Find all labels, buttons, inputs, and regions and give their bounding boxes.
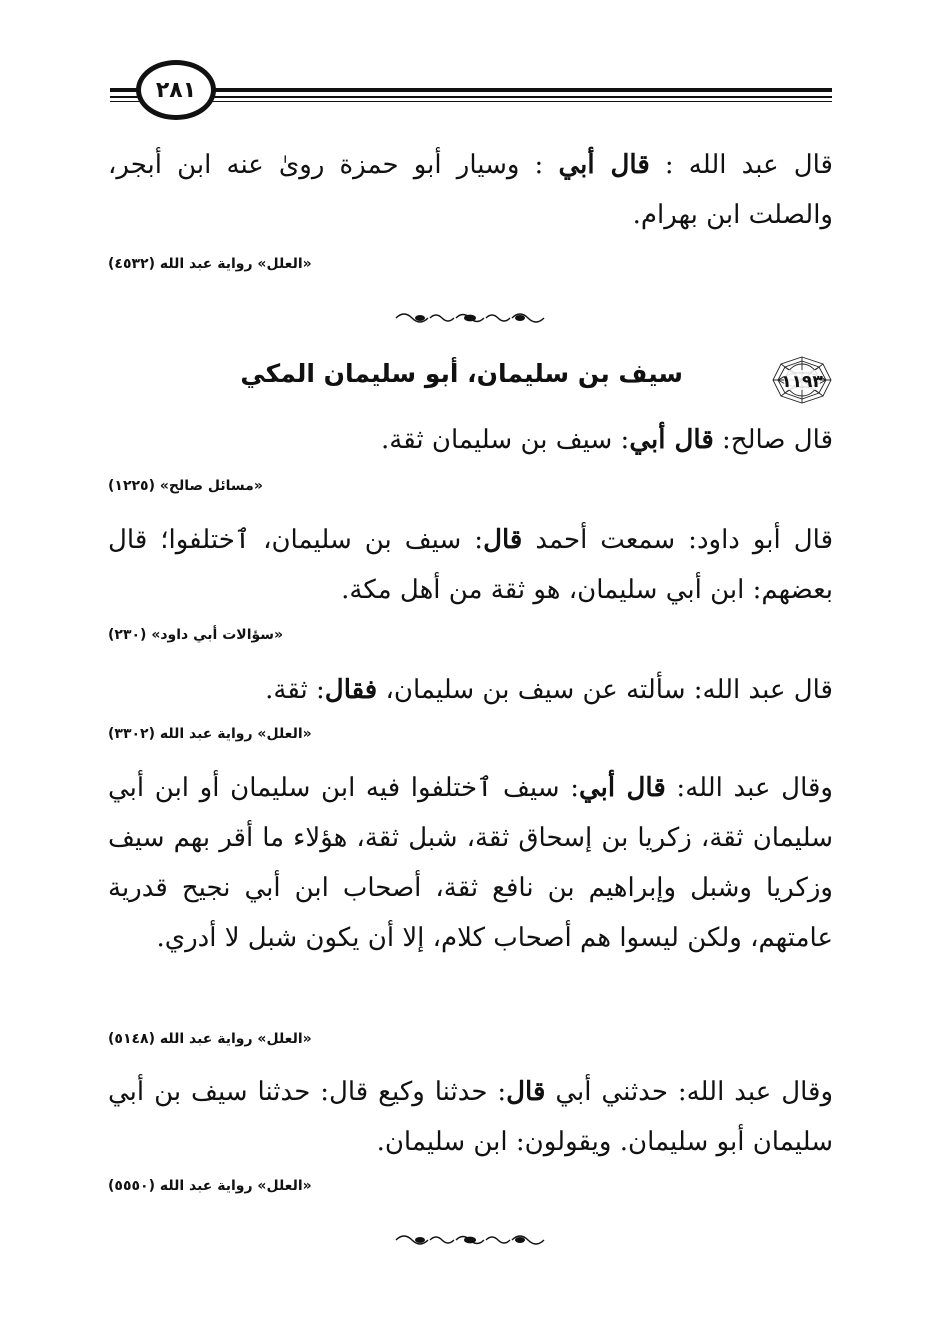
header-rule-thin-2 — [110, 101, 832, 102]
source-citation-1: «العلل» رواية عبد الله (٤٥٣٢) — [108, 256, 312, 272]
rosette-icon — [771, 355, 833, 405]
paragraph-5: وقال عبد الله: قال أبي: سيف ٱختلفوا فيه ابن سليمان أو ابن أبي سليمان ثقة، زكريا بن إسحاق ثقة، شبل ثقة، هؤلاء ما أقر بهم سيف وزكريا وشبل وإبراهيم بن نافع ثقة، أصحاب ابن أبي نجيح قدرية عامتهم، ولكن ليسوا هم أصحاب كلام، إلا أن يكون شبل لا أدري. — [108, 773, 833, 953]
ornament-divider-icon — [0, 309, 940, 331]
page-number: ٢٨١ — [155, 77, 197, 103]
paragraph-3: قال أبو داود: سمعت أحمد قال: سيف بن سليمان، ٱختلفوا؛ قال بعضهم: ابن أبي سليمان، هو ثقة من أهل مكة. — [108, 525, 834, 605]
ornament-divider-bottom-icon — [0, 1231, 940, 1253]
source-citation-2: «مسائل صالح» (١٢٢٥) — [108, 478, 263, 494]
paragraph-6: وقال عبد الله: حدثني أبي قال: حدثنا وكيع قال: حدثنا سيف بن أبي سليمان أبو سليمان. ويقولون: ابن سليمان. — [108, 1077, 833, 1157]
paragraph-1: قال عبد الله : قال أبي : وسيار أبو حمزة روىٰ عنه ابن أبجر، والصلت ابن بهرام. — [108, 150, 833, 230]
source-citation-3: «سؤالات أبي داود» (٢٣٠) — [108, 627, 284, 643]
entry-number-badge — [771, 355, 833, 405]
page-number-badge — [136, 60, 216, 120]
entry-heading — [108, 355, 833, 405]
source-citation-5: «العلل» رواية عبد الله (٥١٤٨) — [108, 1031, 312, 1047]
header-rule-thin — [110, 96, 832, 98]
entry-title: سيف بن سليمان، أبو سليمان المكي — [240, 359, 683, 388]
source-citation-6: «العلل» رواية عبد الله (٥٥٥٠) — [108, 1178, 312, 1194]
paragraph-4: قال عبد الله: سألته عن سيف بن سليمان، فقال: ثقة. — [265, 675, 833, 705]
source-citation-4: «العلل» رواية عبد الله (٣٣٠٢) — [108, 726, 312, 742]
entry-number: ١١٩٣ — [781, 372, 823, 392]
paragraph-2: قال صالح: قال أبي: سيف بن سليمان ثقة. — [381, 425, 833, 455]
header-rule-thick — [110, 88, 832, 92]
